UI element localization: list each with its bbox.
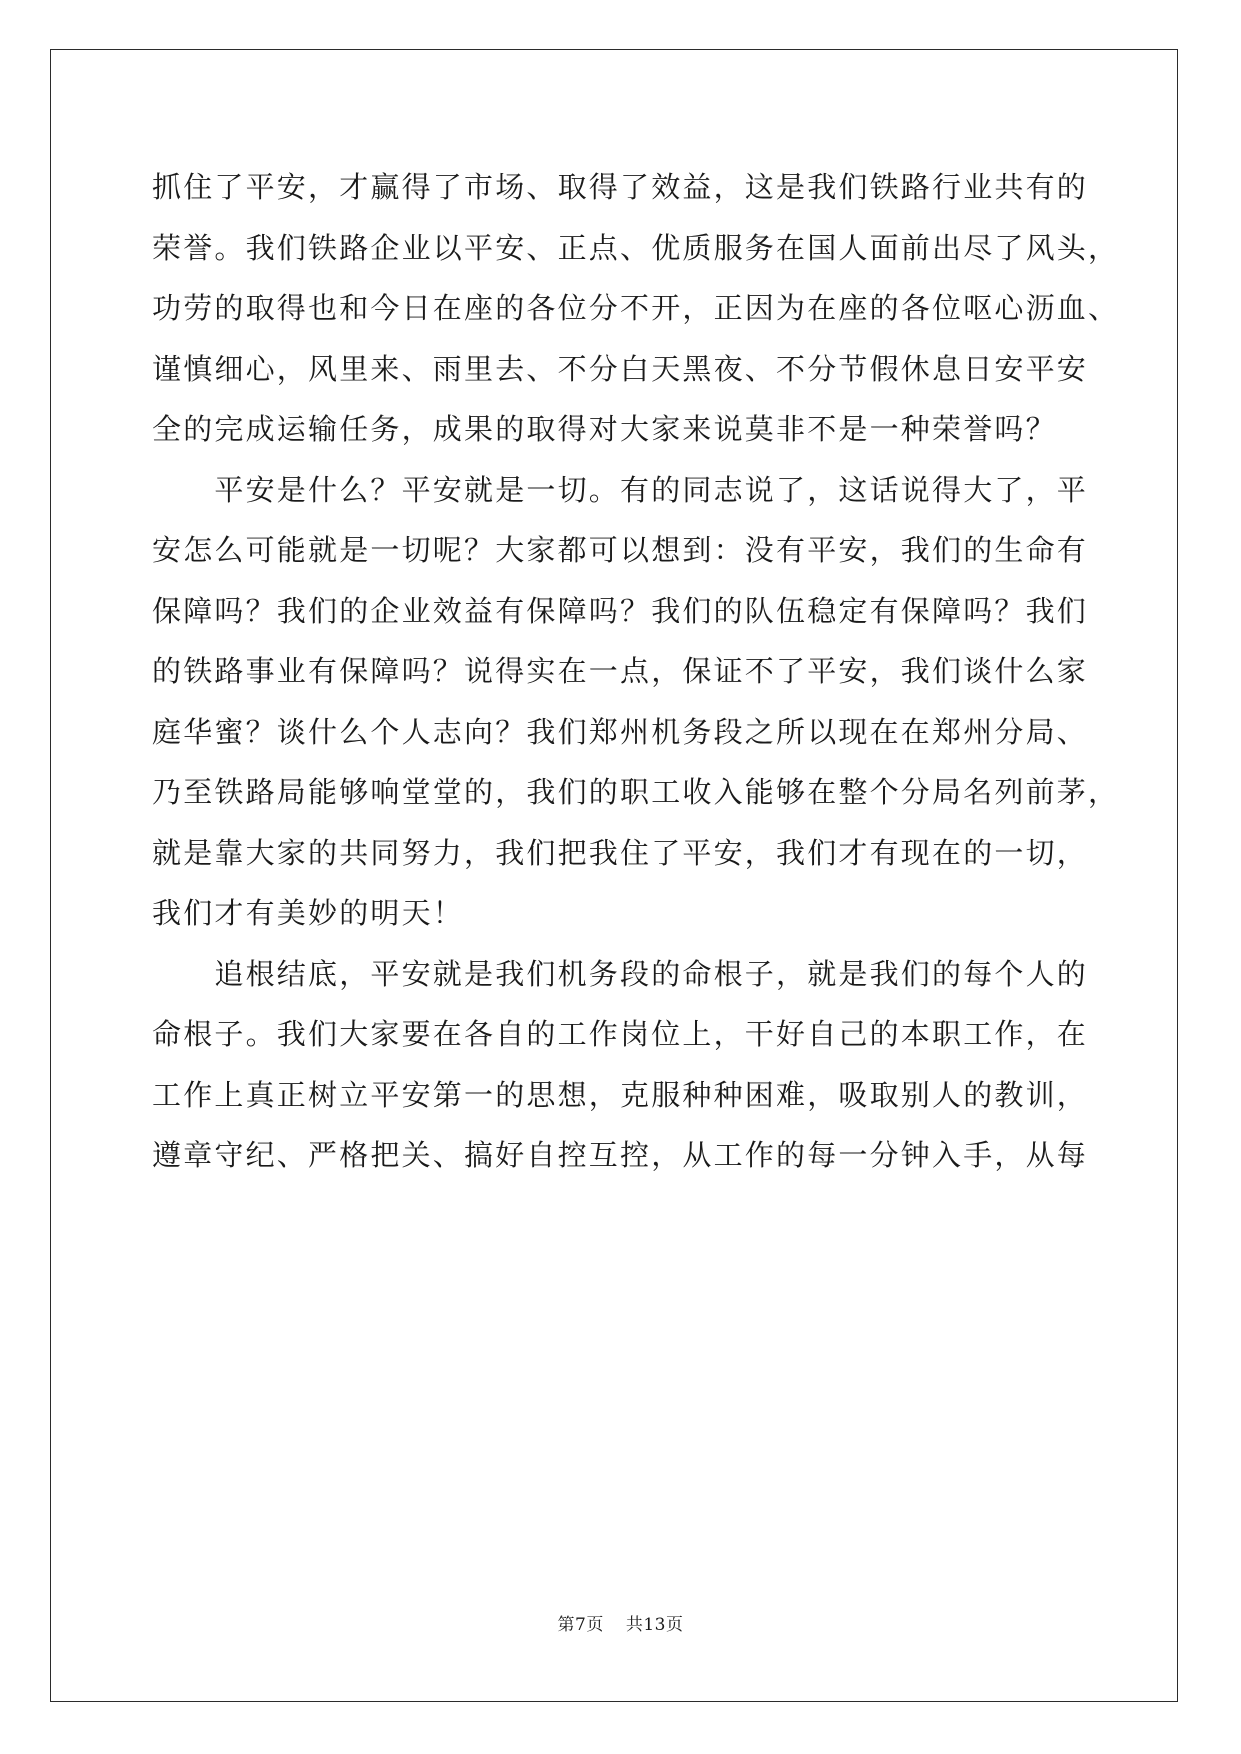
page-total: 共13页: [625, 1615, 684, 1635]
text-line: 工作上真正树立平安第一的思想，克服种种困难，吸取别人的教训，: [152, 1077, 1089, 1112]
text-line: 乃至铁路局能够响堂堂的，我们的职工收入能够在整个分局名列前茅，: [152, 775, 1120, 809]
paragraph: [152, 157, 1120, 460]
page-footer: [0, 1610, 1241, 1635]
text-line: 功劳的取得也和今日在座的各位分不开，正因为在座的各位呕心沥血、: [152, 291, 1120, 325]
text-line: 谨慎细心，风里来、雨里去、不分白天黑夜、不分节假休息日安平安: [152, 351, 1089, 386]
text-line: 命根子。我们大家要在各自的工作岗位上，干好自己的本职工作，在: [152, 1017, 1089, 1051]
paragraph: [152, 944, 1100, 1186]
text-line: 荣誉。我们铁路企业以平安、正点、优质服务在国人面前出尽了风头，: [152, 230, 1120, 265]
page-number: 第7页: [557, 1615, 604, 1635]
text-line: 追根结底，平安就是我们机务段的命根子，就是我们的每个人的: [152, 956, 1089, 991]
text-line: 全的完成运输任务，成果的取得对大家来说莫非不是一种荣誉吗？: [152, 412, 1057, 446]
text-line: 平安是什么？平安就是一切。有的同志说了，这话说得大了，平: [152, 472, 1089, 507]
text-line: 抓住了平安，才赢得了市场、取得了效益，这是我们铁路行业共有的: [152, 170, 1089, 204]
text-line: 我们才有美妙的明天！: [152, 896, 465, 930]
text-line: 就是靠大家的共同努力，我们把我住了平安，我们才有现在的一切，: [152, 835, 1089, 870]
document-body: [152, 157, 1120, 1186]
text-line: 的铁路事业有保障吗？说得实在一点，保证不了平安，我们谈什么家: [152, 654, 1089, 688]
text-line: 庭华蜜？谈什么个人志向？我们郑州机务段之所以现在在郑州分局、: [152, 714, 1089, 749]
text-line: 保障吗？我们的企业效益有保障吗？我们的队伍稳定有保障吗？我们: [152, 593, 1089, 628]
paragraph: [152, 460, 1120, 944]
text-line: 遵章守纪、严格把关、搞好自控互控，从工作的每一分钟入手，从每: [152, 1138, 1089, 1172]
text-line: 安怎么可能就是一切呢？大家都可以想到：没有平安，我们的生命有: [152, 533, 1089, 567]
